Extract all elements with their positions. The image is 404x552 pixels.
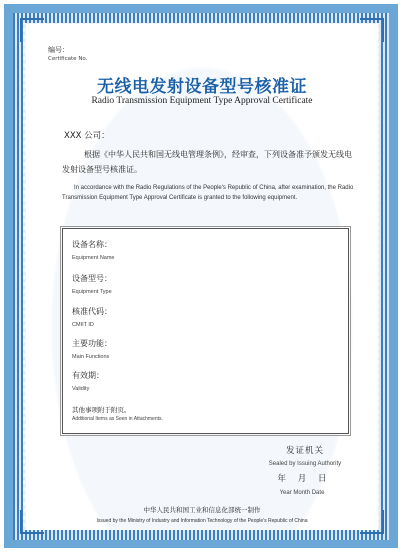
field-validity bbox=[72, 370, 104, 394]
field-label-en: Validity bbox=[72, 386, 90, 392]
additional-items-note bbox=[72, 406, 163, 423]
corner-ornament-top-right bbox=[360, 18, 384, 42]
corner-ornament-top-left bbox=[20, 18, 44, 42]
addressee: XXX 公司： bbox=[64, 131, 110, 141]
field-label-cn: 设备型号： bbox=[72, 274, 112, 283]
field-equipment-name bbox=[72, 239, 115, 263]
field-label-en: Main Functions bbox=[72, 354, 110, 360]
certificate-number-label-en: Certificate No. bbox=[48, 56, 88, 62]
date-cn: 年 月 日 bbox=[277, 474, 327, 484]
additional-items-en: Additional Items as Seen in Attachments. bbox=[72, 416, 163, 422]
issuer-en: Sealed by Issuing Authority bbox=[268, 461, 342, 467]
field-main-functions bbox=[72, 338, 112, 362]
field-label-en: CMIIT ID bbox=[72, 322, 94, 328]
field-label-cn: 核准代码： bbox=[72, 307, 112, 316]
footer-en: Issued by the Ministry of Industry and Information Technology of the People's Republic of China bbox=[96, 518, 308, 524]
title-en: Radio Transmission Equipment Type Approval Certificate bbox=[91, 96, 313, 106]
footer bbox=[0, 505, 404, 526]
issue-date bbox=[262, 473, 342, 498]
field-label-cn: 有效期： bbox=[72, 371, 104, 380]
date-en: Year Month Date bbox=[279, 490, 325, 496]
body-text-en: In accordance with the Radio Regulations of the People's Republic of China, after examination, the Radio Transmission Equipment Type Approval Certificate is granted to the following equipment. bbox=[62, 185, 354, 201]
field-label-en: Equipment Type bbox=[72, 289, 112, 295]
field-equipment-type bbox=[72, 273, 112, 297]
body-text-cn: 根据《中华人民共和国无线电管理条例》，经审查，下列设备准予颁发无线电发射设备型号核准证。 bbox=[62, 150, 352, 174]
equipment-info-box bbox=[62, 228, 349, 434]
issuing-authority bbox=[250, 445, 360, 469]
certificate-number-label-cn: 编号： bbox=[48, 46, 69, 54]
field-label-cn: 设备名称： bbox=[72, 240, 112, 249]
field-label-cn: 主要功能： bbox=[72, 339, 112, 348]
certificate-number bbox=[48, 45, 87, 63]
field-cmiit-id bbox=[72, 306, 112, 330]
issuer-cn: 发证机关 bbox=[285, 446, 324, 456]
field-label-en: Equipment Name bbox=[72, 255, 115, 261]
title-cn: 无线电发射设备型号核准证 bbox=[97, 77, 307, 97]
footer-cn: 中华人民共和国工业和信息化部统一制作 bbox=[143, 506, 261, 514]
additional-items-cn: 其他事项附于附页。 bbox=[72, 406, 131, 414]
